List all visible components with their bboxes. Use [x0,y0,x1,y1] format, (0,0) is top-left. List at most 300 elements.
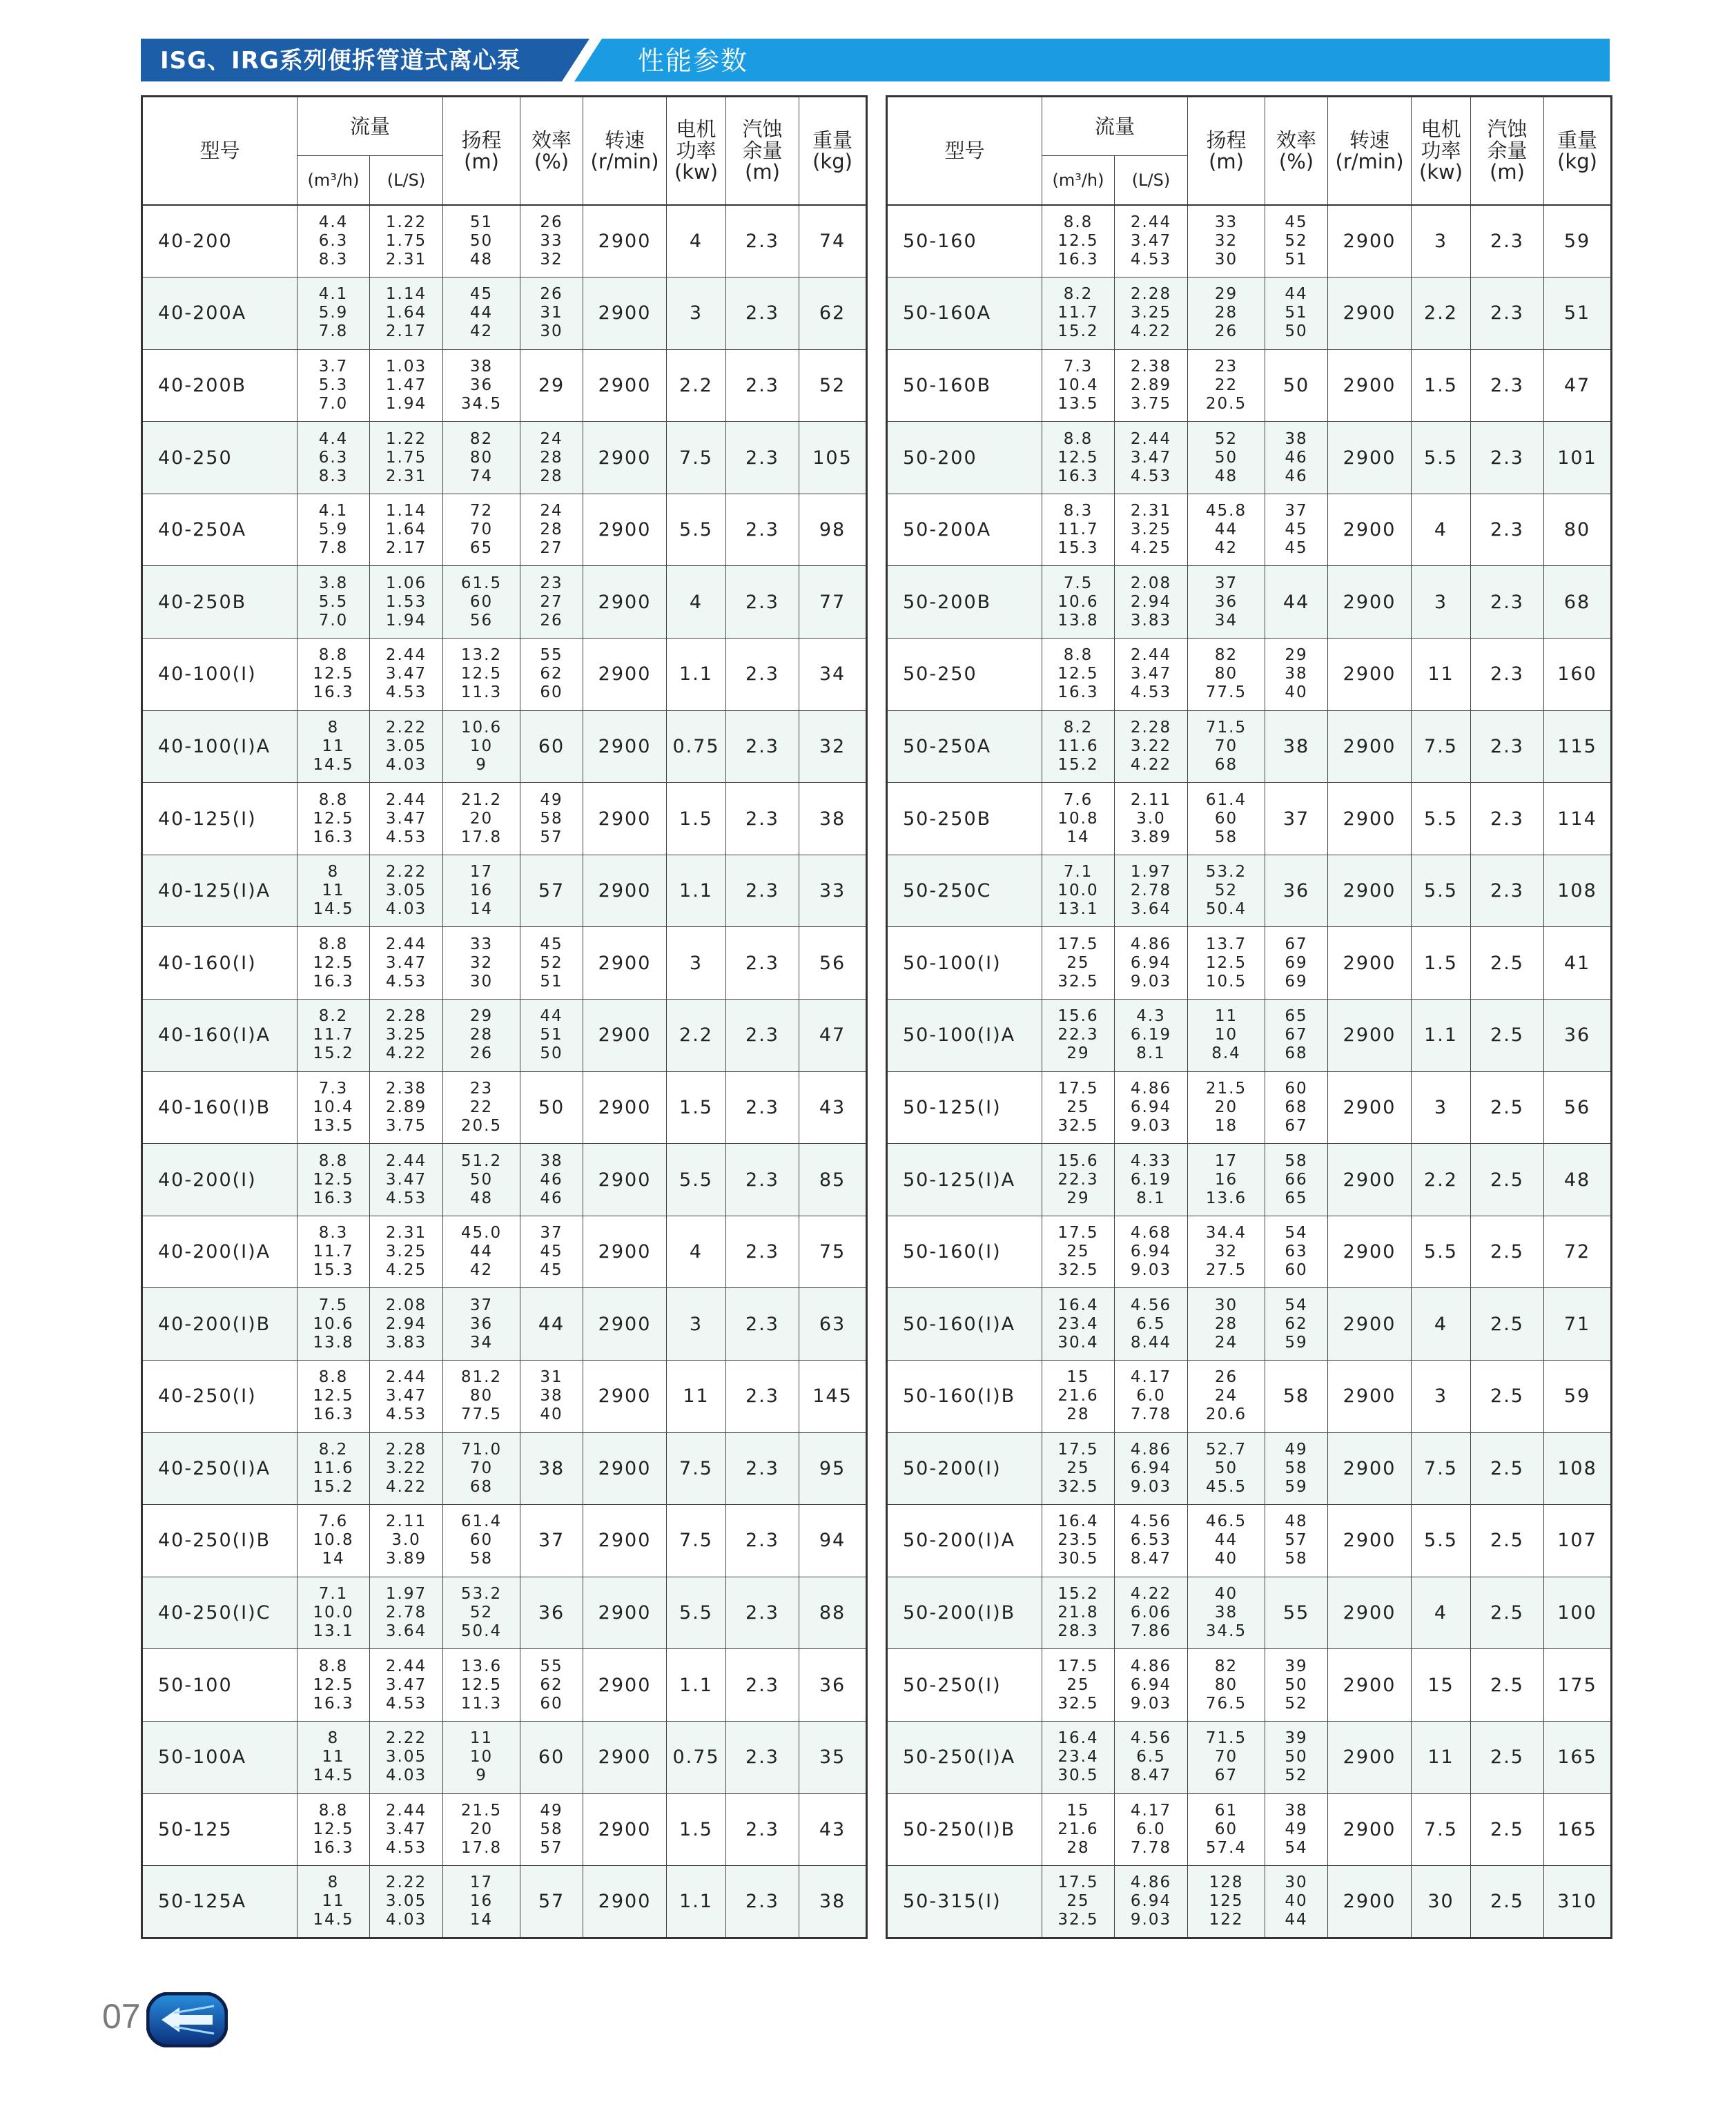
npsh-cell: 2.3 [1471,205,1544,277]
table-row [887,783,1612,855]
flow-m3h-cell: 8.2 11.6 15.2 [1042,710,1115,783]
flow-ls-cell: 2.44 3.47 4.53 [370,1649,443,1722]
flow-ls-cell: 2.11 3.0 3.89 [370,1505,443,1577]
power-cell: 11 [1412,639,1471,711]
weight-cell: 36 [799,1649,867,1722]
header-flow: 流量 [1042,97,1188,156]
weight-cell: 80 [1544,494,1612,566]
efficiency-cell: 36 [520,1577,583,1649]
npsh-cell: 2.5 [1471,1361,1544,1433]
efficiency-cell: 49 58 57 [520,1793,583,1866]
model-cell: 40-100(I)A [142,710,298,783]
npsh-cell: 2.3 [726,277,799,350]
power-cell: 3 [1412,205,1471,277]
header-speed: 转速 (r/min) [583,97,667,206]
flow-m3h-cell: 7.5 10.6 13.8 [1042,566,1115,639]
header-model: 型号 [142,97,298,206]
head-cell: 37 36 34 [443,1288,520,1361]
flow-ls-cell: 2.44 3.47 4.53 [370,927,443,1000]
flow-ls-cell: 2.28 3.22 4.22 [1115,710,1188,783]
npsh-cell: 2.3 [726,1071,799,1144]
weight-cell: 52 [799,349,867,422]
weight-cell: 98 [799,494,867,566]
model-cell: 40-125(I) [142,783,298,855]
table-row [142,1288,867,1361]
weight-cell: 59 [1544,205,1612,277]
efficiency-cell: 37 45 45 [1265,494,1328,566]
power-cell: 5.5 [667,494,726,566]
speed-cell: 2900 [1328,1793,1412,1866]
flow-m3h-cell: 8.8 12.5 16.3 [298,927,370,1000]
weight-cell: 165 [1544,1721,1612,1793]
weight-cell: 108 [1544,1432,1612,1505]
weight-cell: 75 [799,1216,867,1288]
flow-ls-cell: 2.31 3.25 4.25 [1115,494,1188,566]
efficiency-cell: 37 45 45 [520,1216,583,1288]
head-cell: 46.5 44 40 [1188,1505,1265,1577]
head-cell: 40 38 34.5 [1188,1577,1265,1649]
weight-cell: 62 [799,277,867,350]
model-cell: 40-200(I)A [142,1216,298,1288]
head-cell: 53.2 52 50.4 [1188,855,1265,927]
efficiency-cell: 60 [520,1721,583,1793]
head-cell: 13.7 12.5 10.5 [1188,927,1265,1000]
flow-ls-cell: 1.22 1.75 2.31 [370,422,443,494]
model-cell: 50-160B [887,349,1042,422]
speed-cell: 2900 [1328,1216,1412,1288]
model-cell: 50-200A [887,494,1042,566]
weight-cell: 72 [1544,1216,1612,1288]
weight-cell: 48 [1544,1144,1612,1216]
head-cell: 29 28 26 [1188,277,1265,350]
head-cell: 17 16 14 [443,855,520,927]
flow-ls-cell: 4.22 6.06 7.86 [1115,1577,1188,1649]
power-cell: 3 [1412,1071,1471,1144]
speed-cell: 2900 [1328,1577,1412,1649]
banner-title: ISG、IRG系列便拆管道式离心泵 [160,47,521,75]
weight-cell: 38 [799,1866,867,1938]
flow-ls-cell: 4.86 6.94 9.03 [1115,1649,1188,1722]
npsh-cell: 2.5 [1471,927,1544,1000]
header-power: 电机 功率 (kw) [667,97,726,206]
table-row [142,349,867,422]
model-cell: 50-100A [142,1721,298,1793]
speed-cell: 2900 [1328,1721,1412,1793]
flow-ls-cell: 4.86 6.94 9.03 [1115,1071,1188,1144]
head-cell: 61.4 60 58 [443,1505,520,1577]
head-cell: 37 36 34 [1188,566,1265,639]
flow-m3h-cell: 8.8 12.5 16.3 [298,639,370,711]
weight-cell: 160 [1544,639,1612,711]
weight-cell: 101 [1544,422,1612,494]
power-cell: 7.5 [1412,1432,1471,1505]
flow-ls-cell: 2.11 3.0 3.89 [1115,783,1188,855]
speed-cell: 2900 [583,1577,667,1649]
speed-cell: 2900 [1328,349,1412,422]
npsh-cell: 2.5 [1471,1432,1544,1505]
npsh-cell: 2.3 [1471,277,1544,350]
speed-cell: 2900 [1328,1288,1412,1361]
table-row [142,566,867,639]
power-cell: 2.2 [667,1000,726,1072]
weight-cell: 47 [799,1000,867,1072]
npsh-cell: 2.3 [1471,783,1544,855]
flow-m3h-cell: 15 21.6 28 [1042,1361,1115,1433]
speed-cell: 2900 [583,1361,667,1433]
efficiency-cell: 45 52 51 [1265,205,1328,277]
flow-m3h-cell: 8.8 12.5 16.3 [298,1793,370,1866]
table-row [142,422,867,494]
efficiency-cell: 26 31 30 [520,277,583,350]
table-row [142,1866,867,1938]
model-cell: 40-160(I)B [142,1071,298,1144]
flow-ls-cell: 2.44 3.47 4.53 [370,639,443,711]
power-cell: 11 [1412,1721,1471,1793]
flow-ls-cell: 1.14 1.64 2.17 [370,494,443,566]
header-efficiency: 效率 (%) [1265,97,1328,206]
power-cell: 1.5 [1412,349,1471,422]
weight-cell: 56 [1544,1071,1612,1144]
npsh-cell: 2.3 [726,1577,799,1649]
weight-cell: 77 [799,566,867,639]
npsh-cell: 2.5 [1471,1144,1544,1216]
efficiency-cell: 49 58 57 [520,783,583,855]
weight-cell: 41 [1544,927,1612,1000]
speed-cell: 2900 [583,1000,667,1072]
weight-cell: 115 [1544,710,1612,783]
efficiency-cell: 31 38 40 [520,1361,583,1433]
head-cell: 61.5 60 56 [443,566,520,639]
efficiency-cell: 38 [1265,710,1328,783]
model-cell: 40-250(I) [142,1361,298,1433]
model-cell: 50-125(I)A [887,1144,1042,1216]
model-cell: 50-160(I)A [887,1288,1042,1361]
speed-cell: 2900 [1328,1505,1412,1577]
flow-m3h-cell: 8 11 14.5 [298,855,370,927]
power-cell: 4 [667,205,726,277]
weight-cell: 88 [799,1577,867,1649]
npsh-cell: 2.3 [726,710,799,783]
flow-ls-cell: 2.44 3.47 4.53 [370,1144,443,1216]
weight-cell: 51 [1544,277,1612,350]
head-cell: 17 16 13.6 [1188,1144,1265,1216]
speed-cell: 2900 [1328,422,1412,494]
model-cell: 50-125 [142,1793,298,1866]
efficiency-cell: 23 27 26 [520,566,583,639]
table-row [887,205,1612,277]
flow-ls-cell: 1.22 1.75 2.31 [370,205,443,277]
flow-m3h-cell: 8 11 14.5 [298,1721,370,1793]
power-cell: 5.5 [1412,855,1471,927]
power-cell: 4 [667,566,726,639]
speed-cell: 2900 [583,1288,667,1361]
flow-m3h-cell: 7.6 10.8 14 [1042,783,1115,855]
speed-cell: 2900 [583,1866,667,1938]
npsh-cell: 2.3 [726,205,799,277]
weight-cell: 310 [1544,1866,1612,1938]
speed-cell: 2900 [583,927,667,1000]
weight-cell: 165 [1544,1793,1612,1866]
flow-m3h-cell: 8 11 14.5 [298,1866,370,1938]
flow-m3h-cell: 16.4 23.4 30.4 [1042,1288,1115,1361]
npsh-cell: 2.3 [1471,494,1544,566]
npsh-cell: 2.3 [726,1649,799,1722]
power-cell: 1.1 [667,1649,726,1722]
table-row [142,1649,867,1722]
efficiency-cell: 60 68 67 [1265,1071,1328,1144]
power-cell: 4 [1412,1288,1471,1361]
flow-m3h-cell: 7.1 10.0 13.1 [298,1577,370,1649]
weight-cell: 43 [799,1071,867,1144]
model-cell: 40-200(I)B [142,1288,298,1361]
head-cell: 52 50 48 [1188,422,1265,494]
flow-ls-cell: 2.22 3.05 4.03 [370,855,443,927]
efficiency-cell: 50 [520,1071,583,1144]
power-cell: 5.5 [1412,1216,1471,1288]
flow-m3h-cell: 8.8 12.5 16.3 [298,783,370,855]
model-cell: 50-160 [887,205,1042,277]
weight-cell: 100 [1544,1577,1612,1649]
flow-m3h-cell: 8.3 11.7 15.3 [1042,494,1115,566]
flow-m3h-cell: 4.4 6.3 8.3 [298,422,370,494]
npsh-cell: 2.3 [726,349,799,422]
table-row [142,1505,867,1577]
speed-cell: 2900 [1328,639,1412,711]
speed-cell: 2900 [583,1721,667,1793]
table-row [887,639,1612,711]
flow-ls-cell: 2.22 3.05 4.03 [370,710,443,783]
efficiency-cell: 39 50 52 [1265,1649,1328,1722]
npsh-cell: 2.5 [1471,1505,1544,1577]
efficiency-cell: 50 [1265,349,1328,422]
weight-cell: 36 [1544,1000,1612,1072]
efficiency-cell: 24 28 27 [520,494,583,566]
speed-cell: 2900 [583,1793,667,1866]
weight-cell: 56 [799,927,867,1000]
efficiency-cell: 54 63 60 [1265,1216,1328,1288]
model-cell: 50-250C [887,855,1042,927]
speed-cell: 2900 [583,205,667,277]
speed-cell: 2900 [1328,1071,1412,1144]
table-row [142,855,867,927]
model-cell: 50-100(I) [887,927,1042,1000]
table-row [142,1144,867,1216]
npsh-cell: 2.3 [1471,566,1544,639]
table-row [142,1793,867,1866]
power-cell: 30 [1412,1866,1471,1938]
model-cell: 50-200(I)B [887,1577,1042,1649]
table-row [887,1361,1612,1433]
head-cell: 61.4 60 58 [1188,783,1265,855]
header-npsh: 汽蚀 余量 (m) [726,97,799,206]
speed-cell: 2900 [1328,1649,1412,1722]
flow-m3h-cell: 3.8 5.5 7.0 [298,566,370,639]
power-cell: 1.5 [667,1793,726,1866]
speed-cell: 2900 [583,710,667,783]
model-cell: 40-125(I)A [142,855,298,927]
model-cell: 50-315(I) [887,1866,1042,1938]
flow-ls-cell: 4.3 6.19 8.1 [1115,1000,1188,1072]
npsh-cell: 2.5 [1471,1721,1544,1793]
npsh-cell: 2.5 [1471,1577,1544,1649]
flow-m3h-cell: 17.5 25 32.5 [1042,927,1115,1000]
head-cell: 33 32 30 [443,927,520,1000]
flow-ls-cell: 4.56 6.53 8.47 [1115,1505,1188,1577]
head-cell: 45.8 44 42 [1188,494,1265,566]
table-row [887,1000,1612,1072]
table-row [887,1216,1612,1288]
flow-m3h-cell: 16.4 23.5 30.5 [1042,1505,1115,1577]
head-cell: 51.2 50 48 [443,1144,520,1216]
weight-cell: 175 [1544,1649,1612,1722]
model-cell: 50-125(I) [887,1071,1042,1144]
table-row [887,1288,1612,1361]
flow-ls-cell: 2.22 3.05 4.03 [370,1866,443,1938]
power-cell: 5.5 [1412,783,1471,855]
table-row [887,1144,1612,1216]
table-row [142,927,867,1000]
power-cell: 1.1 [1412,1000,1471,1072]
flow-ls-cell: 2.44 3.47 4.53 [1115,422,1188,494]
efficiency-cell: 57 [520,1866,583,1938]
speed-cell: 2900 [583,1071,667,1144]
head-cell: 13.6 12.5 11.3 [443,1649,520,1722]
power-cell: 5.5 [1412,1505,1471,1577]
flow-ls-cell: 4.33 6.19 8.1 [1115,1144,1188,1216]
efficiency-cell: 54 62 59 [1265,1288,1328,1361]
power-cell: 3 [1412,1361,1471,1433]
speed-cell: 2900 [583,783,667,855]
weight-cell: 107 [1544,1505,1612,1577]
speed-cell: 2900 [1328,855,1412,927]
efficiency-cell: 44 51 50 [1265,277,1328,350]
weight-cell: 108 [1544,855,1612,927]
head-cell: 128 125 122 [1188,1866,1265,1938]
weight-cell: 38 [799,783,867,855]
speed-cell: 2900 [1328,566,1412,639]
speed-cell: 2900 [1328,927,1412,1000]
performance-table-right [886,95,1612,1939]
efficiency-cell: 44 [520,1288,583,1361]
header-head: 扬程 (m) [443,97,520,206]
flow-m3h-cell: 17.5 25 32.5 [1042,1866,1115,1938]
flow-ls-cell: 2.44 3.47 4.53 [370,783,443,855]
model-cell: 40-100(I) [142,639,298,711]
flow-m3h-cell: 8.3 11.7 15.3 [298,1216,370,1288]
flow-ls-cell: 4.17 6.0 7.78 [1115,1361,1188,1433]
flow-ls-cell: 2.44 3.47 4.53 [1115,639,1188,711]
power-cell: 3 [667,927,726,1000]
efficiency-cell: 37 [1265,783,1328,855]
power-cell: 7.5 [1412,1793,1471,1866]
head-cell: 17 16 14 [443,1866,520,1938]
npsh-cell: 2.3 [1471,349,1544,422]
head-cell: 53.2 52 50.4 [443,1577,520,1649]
flow-m3h-cell: 15 21.6 28 [1042,1793,1115,1866]
npsh-cell: 2.5 [1471,1649,1544,1722]
npsh-cell: 2.3 [726,1793,799,1866]
weight-cell: 43 [799,1793,867,1866]
efficiency-cell: 55 [1265,1577,1328,1649]
flow-m3h-cell: 4.1 5.9 7.8 [298,494,370,566]
flow-ls-cell: 2.28 3.25 4.22 [1115,277,1188,350]
efficiency-cell: 55 62 60 [520,1649,583,1722]
model-cell: 40-250(I)C [142,1577,298,1649]
power-cell: 1.1 [667,1866,726,1938]
section-banner [141,39,1610,81]
header-flow-ls: (L/S) [1115,156,1188,206]
npsh-cell: 2.3 [726,566,799,639]
flow-m3h-cell: 8.8 12.5 16.3 [1042,205,1115,277]
head-cell: 45 44 42 [443,277,520,350]
table-row [142,1721,867,1793]
arrow-left-icon [146,1992,228,2047]
head-cell: 71.0 70 68 [443,1432,520,1505]
flow-ls-cell: 1.97 2.78 3.64 [1115,855,1188,927]
flow-ls-cell: 1.97 2.78 3.64 [370,1577,443,1649]
weight-cell: 63 [799,1288,867,1361]
model-cell: 50-100 [142,1649,298,1722]
speed-cell: 2900 [1328,1144,1412,1216]
model-cell: 40-250(I)B [142,1505,298,1577]
model-cell: 50-250 [887,639,1042,711]
speed-cell: 2900 [1328,1432,1412,1505]
head-cell: 52.7 50 45.5 [1188,1432,1265,1505]
flow-ls-cell: 2.22 3.05 4.03 [370,1721,443,1793]
speed-cell: 2900 [1328,710,1412,783]
head-cell: 72 70 65 [443,494,520,566]
model-cell: 40-160(I) [142,927,298,1000]
banner-subtitle: 性能参数 [638,46,749,76]
speed-cell: 2900 [583,566,667,639]
flow-m3h-cell: 8.8 12.5 16.3 [1042,639,1115,711]
table-row [887,422,1612,494]
header-flow-ls: (L/S) [370,156,443,206]
model-cell: 40-200 [142,205,298,277]
flow-m3h-cell: 7.6 10.8 14 [298,1505,370,1577]
speed-cell: 2900 [1328,1361,1412,1433]
flow-m3h-cell: 8.8 12.5 16.3 [298,1144,370,1216]
model-cell: 50-160(I)B [887,1361,1042,1433]
table-row [887,1071,1612,1144]
npsh-cell: 2.3 [1471,855,1544,927]
head-cell: 23 22 20.5 [1188,349,1265,422]
flow-ls-cell: 4.56 6.5 8.47 [1115,1721,1188,1793]
head-cell: 71.5 70 67 [1188,1721,1265,1793]
flow-m3h-cell: 7.3 10.4 13.5 [298,1071,370,1144]
header-weight: 重量 (kg) [1544,97,1612,206]
head-cell: 11 10 8.4 [1188,1000,1265,1072]
npsh-cell: 2.3 [726,494,799,566]
efficiency-cell: 37 [520,1505,583,1577]
power-cell: 5.5 [1412,422,1471,494]
table-row [142,277,867,350]
flow-ls-cell: 1.06 1.53 1.94 [370,566,443,639]
efficiency-cell: 29 [520,349,583,422]
weight-cell: 145 [799,1361,867,1433]
model-cell: 40-200B [142,349,298,422]
model-cell: 40-250 [142,422,298,494]
table-row [142,1216,867,1288]
efficiency-cell: 49 58 59 [1265,1432,1328,1505]
weight-cell: 105 [799,422,867,494]
flow-ls-cell: 4.68 6.94 9.03 [1115,1216,1188,1288]
speed-cell: 2900 [583,855,667,927]
head-cell: 71.5 70 68 [1188,710,1265,783]
power-cell: 4 [1412,494,1471,566]
model-cell: 50-200(I)A [887,1505,1042,1577]
table-row [887,566,1612,639]
